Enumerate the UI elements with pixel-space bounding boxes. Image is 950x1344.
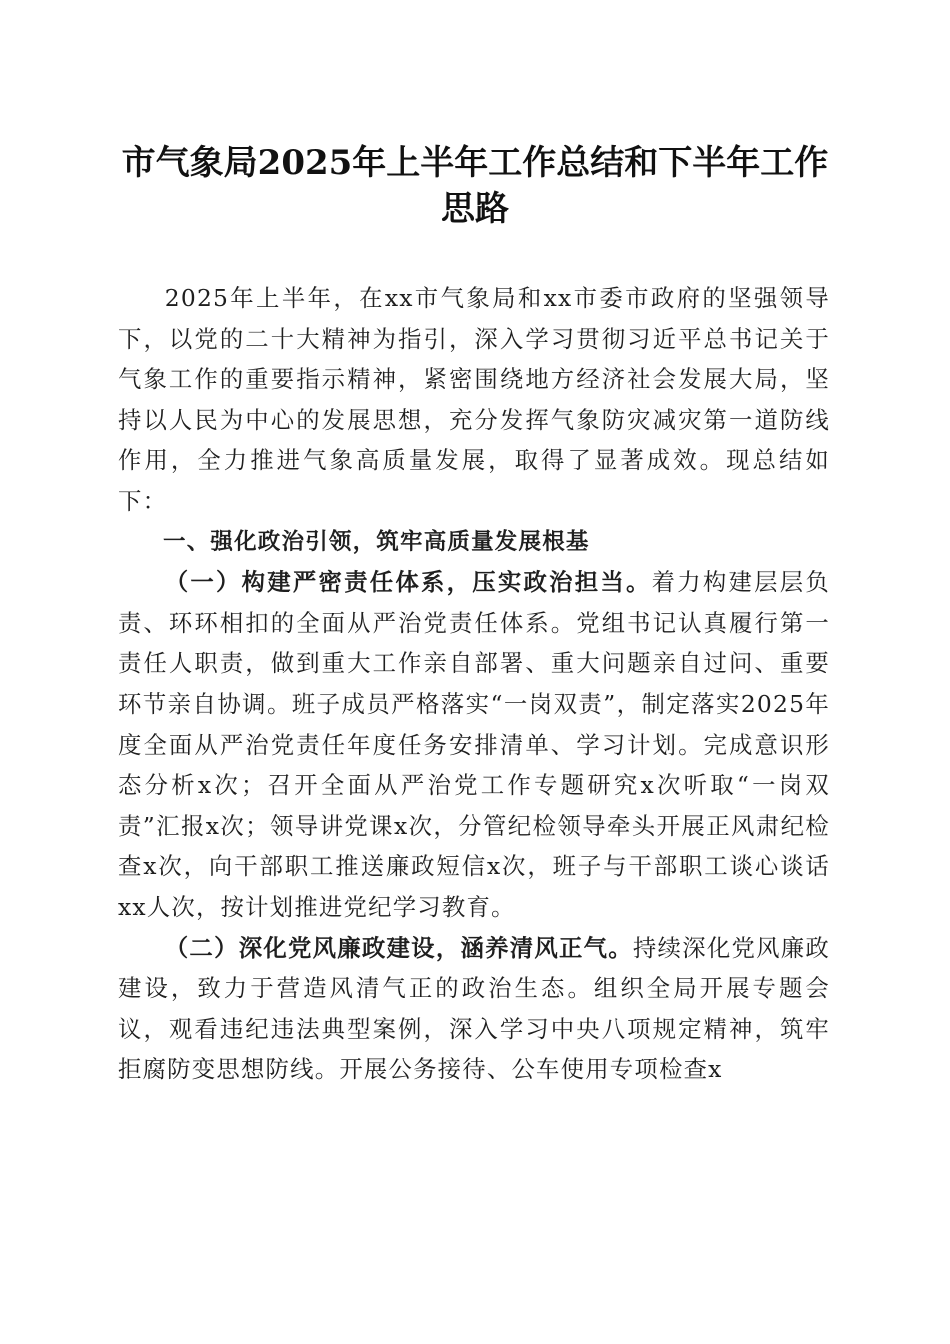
item-2-subheading: （二）深化党风廉政建设，涵养清风正气。 bbox=[164, 933, 633, 962]
item-2-text: 持续深化党风廉政建设，致力于营造风清气正的政治生态。组织全局开展专题会议，观看违纪违法典型案例，深入学习中央八项规定精神，筑牢拒腐防变思想防线。开展公务接待、公车使用专项检查x bbox=[118, 933, 830, 1084]
section-1-item-2 bbox=[118, 928, 830, 1090]
item-1-text: 着力构建层层负责、环环相扣的全面从严治党责任体系。党组书记认真履行第一责任人职责，做到重大工作亲自部署、重大问题亲自过问、重要环节亲自协调。班子成员严格落实“一岗双责”，制定落实2025年度全面从严治党责任年度任务安排清单、学习计划。完成意识形态分析x次；召开全面从严治党工作专题研究x次听取“一岗双责”汇报x次；领导讲党课x次，分管纪检领导牵头开展正风肃纪检查x次，向干部职工推送廉政短信x次，班子与干部职工谈心谈话xx人次，按计划推进党纪学习教育。 bbox=[118, 568, 830, 921]
intro-paragraph: 2025年上半年，在xx市气象局和xx市委市政府的坚强领导下，以党的二十大精神为指引，深入学习贯彻习近平总书记关于气象工作的重要指示精神，紧密围绕地方经济社会发展大局，坚持以人民为中心的发展思想，充分发挥气象防灾减灾第一道防线作用，全力推进气象高质量发展，取得了显著成效。现总结如下： bbox=[118, 284, 830, 515]
document-body bbox=[118, 278, 830, 1090]
section-1-item-1 bbox=[118, 562, 830, 927]
document-title: 市气象局2025年上半年工作总结和下半年工作思路 bbox=[121, 143, 829, 229]
section-heading-1: 一、强化政治引领，筑牢高质量发展根基 bbox=[163, 528, 590, 555]
item-1-subheading: （一）构建严密责任体系，压实政治担当。 bbox=[164, 568, 652, 597]
